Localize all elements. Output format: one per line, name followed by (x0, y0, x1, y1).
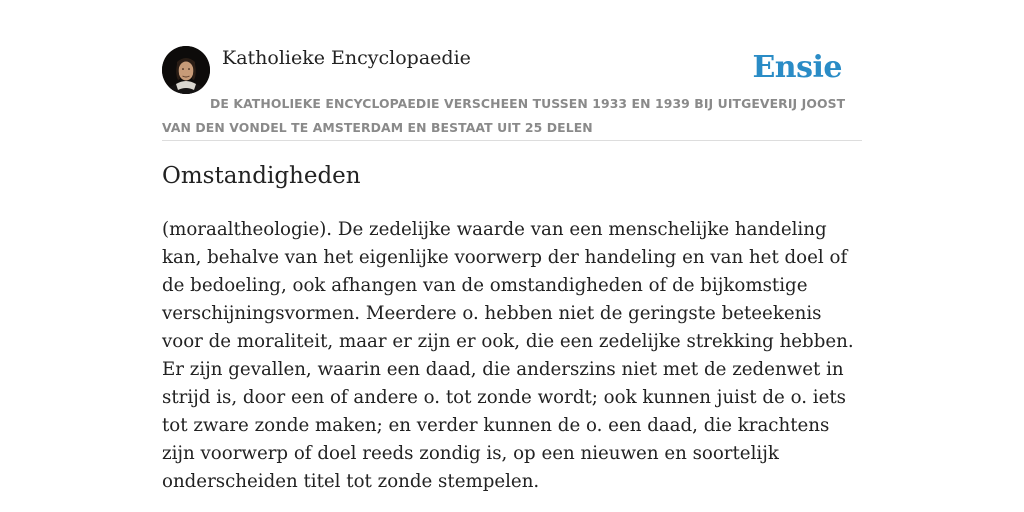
encyclopedia-description: DE KATHOLIEKE ENCYCLOPAEDIE VERSCHEEN TUSSEN 1933 EN 1939 BIJ UITGEVERIJ JOOST VAN DEN VONDEL TE AMSTERDAM EN BESTAAT UIT 25 DELEN (162, 96, 846, 135)
article-title: Omstandigheden (162, 163, 361, 189)
portrait-avatar-icon[interactable] (162, 46, 210, 94)
site-title[interactable]: Katholieke Encyclopaedie (222, 47, 471, 69)
article-body: (moraaltheologie). De zedelijke waarde van een menschelijke handeling kan, behalve van het eigenlijke voorwerp der handeling en van het doel of de bedoeling, ook afhangen van de omstandigheden of de bijkomstige verschijningsvormen. Meerdere o. hebben niet de geringste beteekenis voor de moraliteit, maar er zijn er ook, die een zedelijke strekking hebben. Er zijn gevallen, waarin een daad, die anderszins niet met de zedenwet in strijd is, door een of andere o. tot zonde wordt; ook kunnen juist de o. iets tot zware zonde maken; en verder kunnen de o. een daad, die krachtens zijn voorwerp of doel reeds zondig is, op een nieuwen en soortelijk onderscheiden titel tot zonde stempelen. (162, 219, 854, 492)
site-header (162, 44, 862, 141)
ensie-logo-link[interactable]: Ensie (752, 50, 842, 85)
